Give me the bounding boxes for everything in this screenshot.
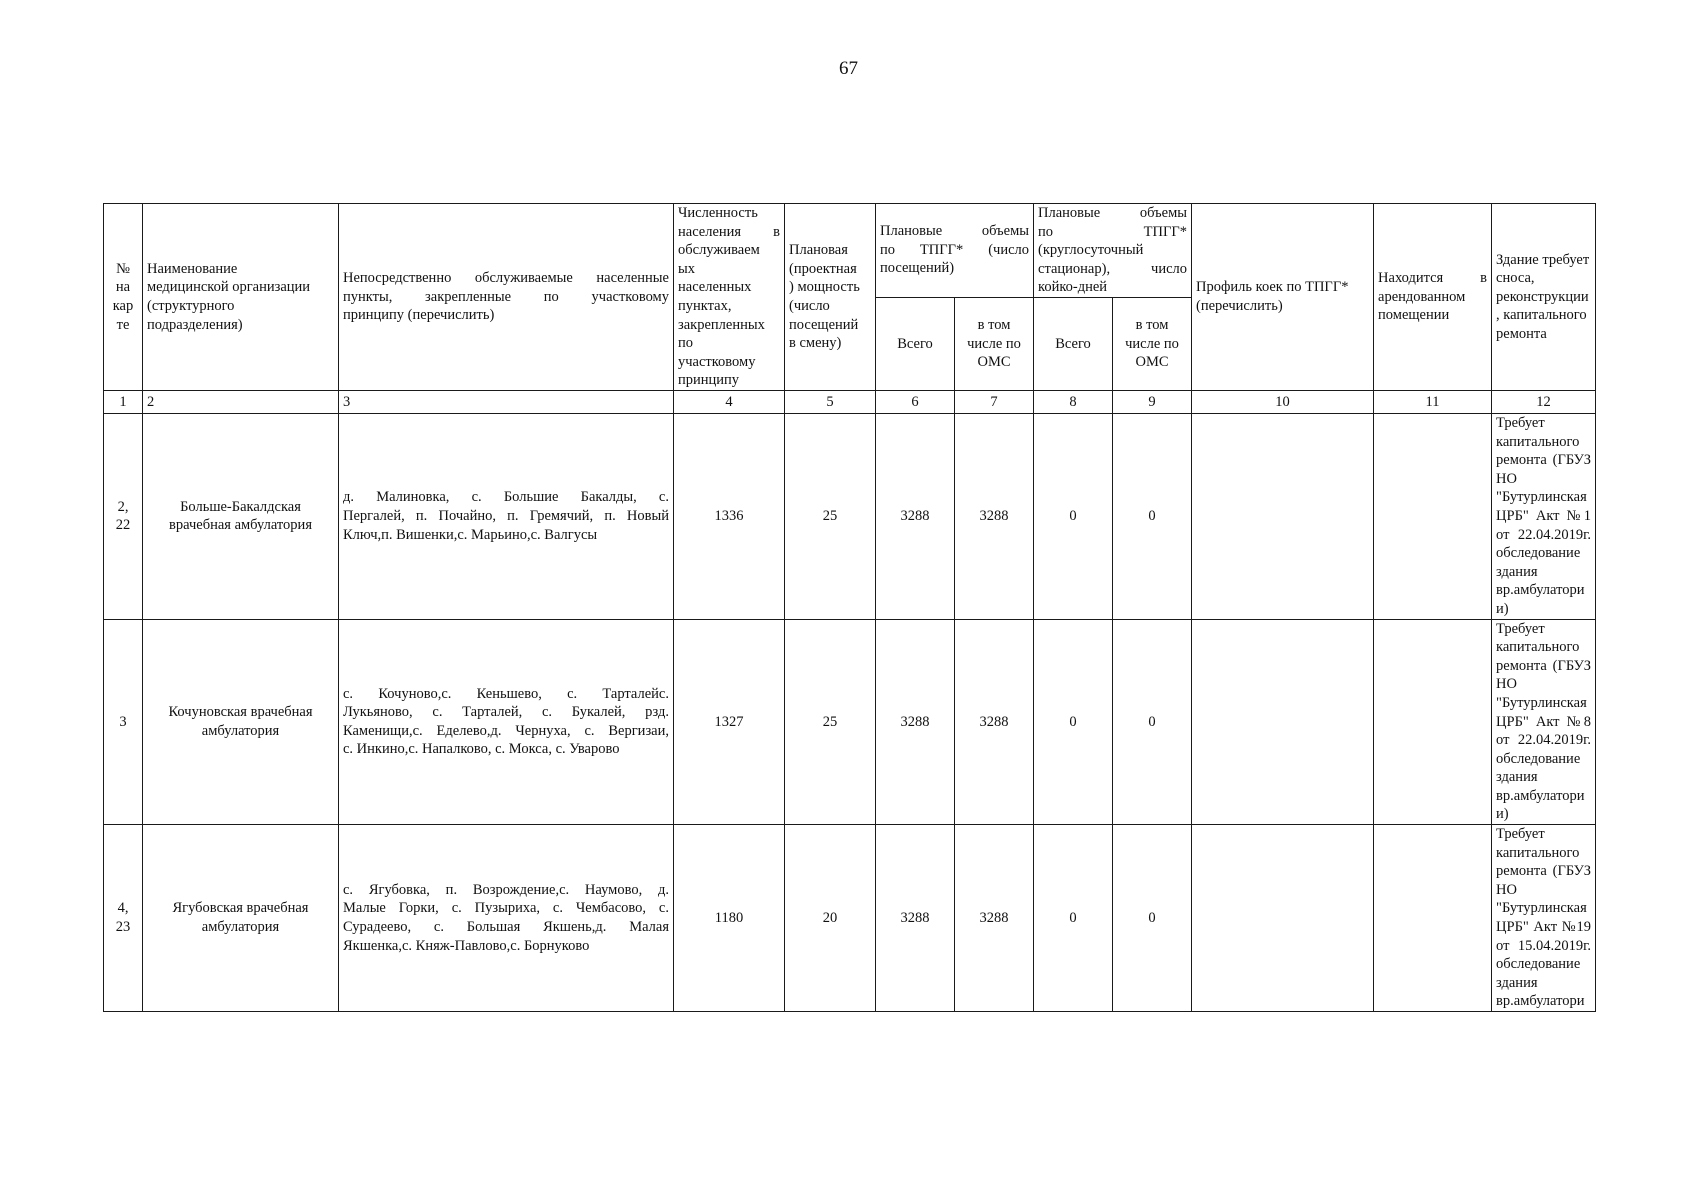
header-building-note: Здание требует сноса, реконструкции , капитального ремонта [1492,204,1596,391]
settlements-cell: с. Ягубовка, п. Возрождение,с. Наумово, д. Малые Горки, с. Пузыриха, с. Чембасово, с. Сурадеево, с. Большая Якшень,д. Малая Якшенка,с. Княж-Павлово,с. Борнуково [339,825,674,1012]
header-capacity: Плановая (проектная ) мощность (число посещений в смену) [785,204,876,391]
table-row [104,619,1596,825]
column-number-9: 9 [1113,391,1192,414]
header-settlements: Непосредственно обслуживаемые населенные пункты, закрепленные по участковому принципу (перечислить) [339,204,674,391]
visits-total-cell: 3288 [876,414,955,620]
column-number-5: 5 [785,391,876,414]
beddays-total-cell: 0 [1034,825,1113,1012]
header-bed-profile: Профиль коек по ТПГГ* (перечислить) [1192,204,1374,391]
capacity-cell: 25 [785,619,876,825]
map-number-cell: 2, 22 [104,414,143,620]
column-number-row [104,391,1596,414]
header-population: Численность населения в обслуживаем ых населенных пунктах, закрепленных по участковому принципу [674,204,785,391]
column-number-12: 12 [1492,391,1596,414]
population-cell: 1180 [674,825,785,1012]
bed-profile-cell [1192,619,1374,825]
building-note-cell: Требует капитального ремонта (ГБУЗ НО "Бутурлинская ЦРБ" Акт №8 от 22.04.2019г. обследование здания вр.амбулатори и) [1492,619,1596,825]
beddays-total-cell: 0 [1034,619,1113,825]
settlements-cell: д. Малиновка, с. Большие Бакалды, с. Пергалей, п. Почайно, п. Гремячий, п. Новый Ключ,п. Вишенки,с. Марьино,с. Валгусы [339,414,674,620]
visits-total-cell: 3288 [876,619,955,825]
header-rented: Находится в арендованном помещении [1374,204,1492,391]
capacity-cell: 20 [785,825,876,1012]
population-cell: 1327 [674,619,785,825]
population-cell: 1336 [674,414,785,620]
column-number-10: 10 [1192,391,1374,414]
visits-oms-cell: 3288 [955,825,1034,1012]
header-visits-group: Плановые объемы по ТПГГ* (число посещений) [876,204,1034,298]
header-beddays-oms: в том числе по ОМС [1113,298,1192,391]
map-number-cell: 3 [104,619,143,825]
building-note-cell: Требует капитального ремонта (ГБУЗ НО "Бутурлинская ЦРБ" Акт №1 от 22.04.2019г. обследование здания вр.амбулатори и) [1492,414,1596,620]
header-org-name: Наименование медицинской организации (структурного подразделения) [143,204,339,391]
page-number: 67 [839,58,858,79]
header-map-no: № на кар те [104,204,143,391]
visits-oms-cell: 3288 [955,619,1034,825]
map-number-cell: 4, 23 [104,825,143,1012]
header-visits-oms: в том числе по ОМС [955,298,1034,391]
org-name-cell: Больше-Бакалдская врачебная амбулатория [143,414,339,620]
table-row [104,414,1596,620]
header-beddays-group: Плановые объемы по ТПГГ* (круглосуточный стационар), число койко-дней [1034,204,1192,298]
settlements-cell: с. Кочуново,с. Кеньшево, с. Тарталейс. Лукьяново, с. Тарталей, с. Букалей, рзд. Каменищи,с. Еделево,д. Чернуха, с. Вергизаи, с. Инкино,с. Напалково, с. Мокса, с. Уварово [339,619,674,825]
column-number-1: 1 [104,391,143,414]
rented-cell [1374,825,1492,1012]
header-row-top [104,204,1596,298]
column-number-4: 4 [674,391,785,414]
column-number-2: 2 [143,391,339,414]
rented-cell [1374,619,1492,825]
column-number-8: 8 [1034,391,1113,414]
column-number-3: 3 [339,391,674,414]
beddays-oms-cell: 0 [1113,619,1192,825]
header-beddays-total: Всего [1034,298,1113,391]
beddays-total-cell: 0 [1034,414,1113,620]
beddays-oms-cell: 0 [1113,825,1192,1012]
table-row [104,825,1596,1012]
visits-oms-cell: 3288 [955,414,1034,620]
bed-profile-cell [1192,414,1374,620]
facilities-table [103,203,1596,1012]
visits-total-cell: 3288 [876,825,955,1012]
bed-profile-cell [1192,825,1374,1012]
header-visits-total: Всего [876,298,955,391]
org-name-cell: Ягубовская врачебная амбулатория [143,825,339,1012]
rented-cell [1374,414,1492,620]
column-number-11: 11 [1374,391,1492,414]
table-body [104,414,1596,1012]
column-number-6: 6 [876,391,955,414]
column-number-7: 7 [955,391,1034,414]
beddays-oms-cell: 0 [1113,414,1192,620]
capacity-cell: 25 [785,414,876,620]
org-name-cell: Кочуновская врачебная амбулатория [143,619,339,825]
building-note-cell: Требует капитального ремонта (ГБУЗ НО "Бутурлинская ЦРБ" Акт №19 от 15.04.2019г. обследование здания вр.амбулатори [1492,825,1596,1012]
